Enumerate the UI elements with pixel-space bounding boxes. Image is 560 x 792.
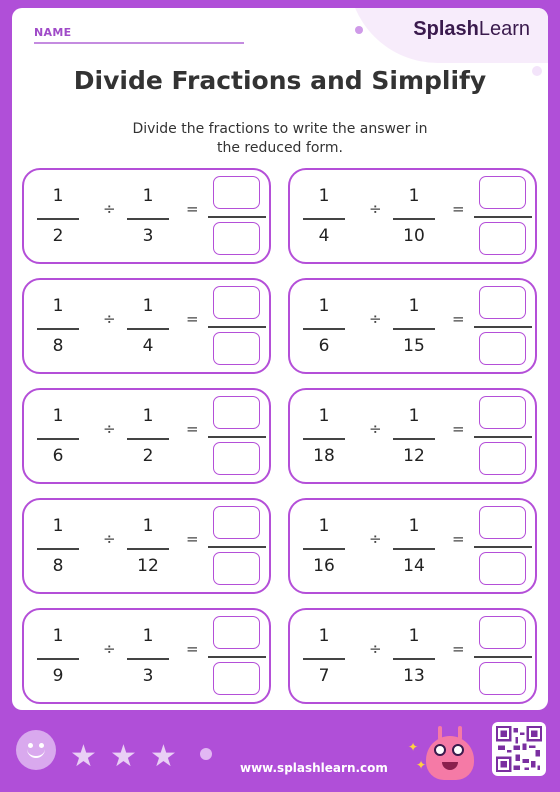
divisor-fraction xyxy=(393,290,435,366)
divide-sign: ÷ xyxy=(103,420,116,438)
dividend-numerator: 1 xyxy=(52,626,64,646)
decorative-dot xyxy=(200,748,212,760)
fraction-bar xyxy=(474,546,532,548)
divide-sign: ÷ xyxy=(369,640,382,658)
problem-card xyxy=(22,608,271,704)
name-field-line[interactable] xyxy=(34,42,244,44)
fraction-bar xyxy=(393,658,435,660)
fraction-bar xyxy=(37,328,79,330)
fraction-bar xyxy=(393,438,435,440)
answer-denominator-box[interactable] xyxy=(213,552,260,585)
smiley-icon xyxy=(16,730,56,770)
fraction-bar xyxy=(303,658,345,660)
answer-denominator-box[interactable] xyxy=(479,662,526,695)
divisor-denominator: 10 xyxy=(403,226,425,246)
problem-card xyxy=(22,278,271,374)
divisor-numerator: 1 xyxy=(142,406,154,426)
star-icon: ★ xyxy=(110,739,137,774)
divide-sign: ÷ xyxy=(103,200,116,218)
dividend-numerator: 1 xyxy=(318,626,330,646)
fraction-bar xyxy=(127,548,169,550)
dividend-numerator: 1 xyxy=(318,516,330,536)
divisor-numerator: 1 xyxy=(142,626,154,646)
problem-card xyxy=(22,388,271,484)
divide-sign: ÷ xyxy=(103,530,116,548)
divisor-denominator: 12 xyxy=(137,556,159,576)
divide-sign: ÷ xyxy=(369,200,382,218)
dividend-numerator: 1 xyxy=(318,296,330,316)
fraction-bar xyxy=(208,216,266,218)
answer-fraction xyxy=(212,396,262,478)
answer-numerator-box[interactable] xyxy=(479,506,526,539)
footer-url[interactable]: www.splashlearn.com xyxy=(240,761,388,775)
fraction-bar xyxy=(393,548,435,550)
answer-numerator-box[interactable] xyxy=(213,506,260,539)
divisor-denominator: 3 xyxy=(142,666,154,686)
qr-code-icon[interactable] xyxy=(492,722,546,776)
fraction-bar xyxy=(303,438,345,440)
divisor-fraction xyxy=(127,180,169,256)
equals-sign: = xyxy=(186,420,199,438)
divisor-numerator: 1 xyxy=(142,516,154,536)
problem-card xyxy=(22,168,271,264)
fraction-bar xyxy=(127,218,169,220)
fraction-bar xyxy=(474,436,532,438)
equals-sign: = xyxy=(452,640,465,658)
dividend-denominator: 8 xyxy=(52,336,64,356)
fraction-bar xyxy=(127,658,169,660)
star-icon: ★ xyxy=(70,739,97,774)
answer-fraction xyxy=(478,176,528,258)
divisor-denominator: 14 xyxy=(403,556,425,576)
equals-sign: = xyxy=(452,200,465,218)
divisor-denominator: 13 xyxy=(403,666,425,686)
answer-denominator-box[interactable] xyxy=(479,552,526,585)
answer-denominator-box[interactable] xyxy=(213,332,260,365)
divisor-fraction xyxy=(127,290,169,366)
fraction-bar xyxy=(474,326,532,328)
brand-logo-bold: Splash xyxy=(413,18,479,40)
answer-denominator-box[interactable] xyxy=(213,222,260,255)
divisor-denominator: 15 xyxy=(403,336,425,356)
fraction-bar xyxy=(127,438,169,440)
dividend-numerator: 1 xyxy=(52,516,64,536)
divisor-denominator: 4 xyxy=(142,336,154,356)
divisor-denominator: 3 xyxy=(142,226,154,246)
dividend-denominator: 2 xyxy=(52,226,64,246)
divisor-fraction xyxy=(127,510,169,586)
divisor-fraction xyxy=(393,400,435,476)
answer-fraction xyxy=(212,176,262,258)
dividend-fraction xyxy=(303,400,345,476)
problem-card xyxy=(288,168,537,264)
fraction-bar xyxy=(208,656,266,658)
divide-sign: ÷ xyxy=(369,530,382,548)
answer-denominator-box[interactable] xyxy=(479,222,526,255)
dividend-fraction xyxy=(37,510,79,586)
dividend-fraction xyxy=(37,290,79,366)
divisor-numerator: 1 xyxy=(408,186,420,206)
dividend-fraction xyxy=(303,290,345,366)
answer-fraction xyxy=(478,286,528,368)
fraction-bar xyxy=(37,658,79,660)
divisor-numerator: 1 xyxy=(142,186,154,206)
equals-sign: = xyxy=(452,530,465,548)
fraction-bar xyxy=(37,548,79,550)
divisor-numerator: 1 xyxy=(408,406,420,426)
equals-sign: = xyxy=(186,310,199,328)
dividend-numerator: 1 xyxy=(318,406,330,426)
equals-sign: = xyxy=(186,640,199,658)
fraction-bar xyxy=(208,326,266,328)
dividend-denominator: 6 xyxy=(318,336,330,356)
dividend-numerator: 1 xyxy=(52,186,64,206)
divisor-numerator: 1 xyxy=(408,516,420,536)
dividend-fraction xyxy=(303,180,345,256)
divisor-fraction xyxy=(393,620,435,696)
dividend-denominator: 4 xyxy=(318,226,330,246)
dividend-numerator: 1 xyxy=(52,296,64,316)
divisor-numerator: 1 xyxy=(408,626,420,646)
answer-denominator-box[interactable] xyxy=(479,442,526,475)
divisor-fraction xyxy=(127,620,169,696)
answer-numerator-box[interactable] xyxy=(479,176,526,209)
divide-sign: ÷ xyxy=(103,640,116,658)
answer-numerator-box[interactable] xyxy=(213,396,260,429)
page-title: Divide Fractions and Simplify xyxy=(73,66,487,95)
answer-denominator-box[interactable] xyxy=(213,662,260,695)
dividend-fraction xyxy=(303,510,345,586)
answer-numerator-box[interactable] xyxy=(213,176,260,209)
dividend-fraction xyxy=(37,180,79,256)
answer-denominator-box[interactable] xyxy=(479,332,526,365)
fraction-bar xyxy=(303,218,345,220)
fraction-bar xyxy=(208,436,266,438)
fraction-bar xyxy=(303,328,345,330)
fraction-bar xyxy=(474,656,532,658)
dividend-denominator: 18 xyxy=(313,446,335,466)
dividend-numerator: 1 xyxy=(52,406,64,426)
dividend-denominator: 9 xyxy=(52,666,64,686)
answer-numerator-box[interactable] xyxy=(479,396,526,429)
equals-sign: = xyxy=(186,530,199,548)
divisor-denominator: 12 xyxy=(403,446,425,466)
problem-card xyxy=(22,498,271,594)
divisor-numerator: 1 xyxy=(408,296,420,316)
answer-fraction xyxy=(212,616,262,698)
problem-card xyxy=(288,388,537,484)
decorative-dot xyxy=(355,26,363,34)
equals-sign: = xyxy=(186,200,199,218)
answer-fraction xyxy=(478,616,528,698)
problem-card xyxy=(288,498,537,594)
fraction-bar xyxy=(208,546,266,548)
instructions: Divide the fractions to write the answer in the reduced form. xyxy=(132,121,428,156)
worksheet xyxy=(12,8,548,710)
dividend-denominator: 16 xyxy=(313,556,335,576)
answer-fraction xyxy=(478,396,528,478)
mascot-icon: ✦ ✦ xyxy=(420,722,480,782)
answer-fraction xyxy=(478,506,528,588)
dividend-fraction xyxy=(303,620,345,696)
fraction-bar xyxy=(37,438,79,440)
fraction-bar xyxy=(37,218,79,220)
dividend-denominator: 7 xyxy=(318,666,330,686)
fraction-bar xyxy=(303,548,345,550)
dividend-numerator: 1 xyxy=(318,186,330,206)
name-label: NAME xyxy=(34,26,72,39)
fraction-bar xyxy=(474,216,532,218)
problem-grid xyxy=(22,168,538,710)
brand-logo-regular: Learn xyxy=(478,18,530,40)
answer-numerator-box[interactable] xyxy=(213,286,260,319)
problem-card xyxy=(288,278,537,374)
problem-card xyxy=(288,608,537,704)
answer-fraction xyxy=(212,506,262,588)
divide-sign: ÷ xyxy=(103,310,116,328)
divisor-denominator: 2 xyxy=(142,446,154,466)
equals-sign: = xyxy=(452,310,465,328)
answer-numerator-box[interactable] xyxy=(479,616,526,649)
dividend-denominator: 6 xyxy=(52,446,64,466)
answer-denominator-box[interactable] xyxy=(213,442,260,475)
dividend-denominator: 8 xyxy=(52,556,64,576)
dividend-fraction xyxy=(37,400,79,476)
star-icon: ★ xyxy=(150,739,177,774)
answer-numerator-box[interactable] xyxy=(213,616,260,649)
equals-sign: = xyxy=(452,420,465,438)
fraction-bar xyxy=(393,328,435,330)
answer-numerator-box[interactable] xyxy=(479,286,526,319)
brand-logo xyxy=(413,18,530,41)
answer-fraction xyxy=(212,286,262,368)
divisor-numerator: 1 xyxy=(142,296,154,316)
fraction-bar xyxy=(393,218,435,220)
dividend-fraction xyxy=(37,620,79,696)
fraction-bar xyxy=(127,328,169,330)
divide-sign: ÷ xyxy=(369,420,382,438)
divisor-fraction xyxy=(393,510,435,586)
divisor-fraction xyxy=(393,180,435,256)
divisor-fraction xyxy=(127,400,169,476)
divide-sign: ÷ xyxy=(369,310,382,328)
